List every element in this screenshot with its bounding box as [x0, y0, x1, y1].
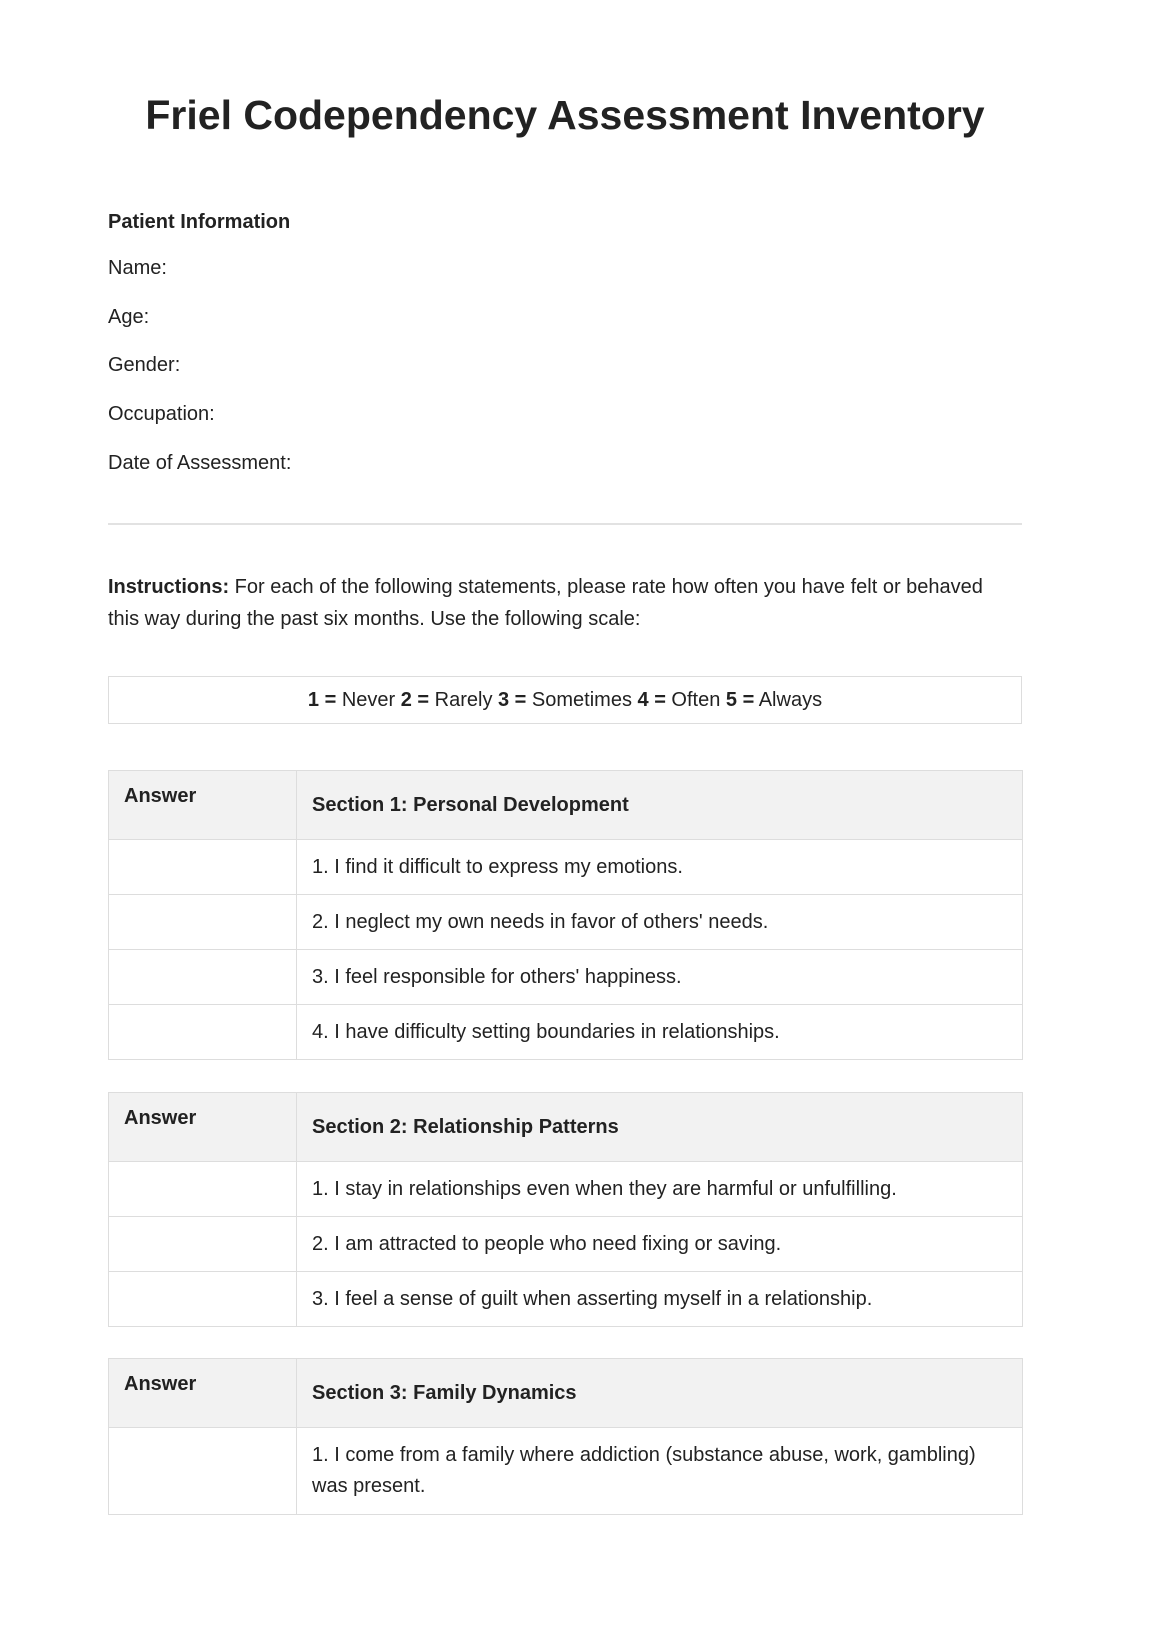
answer-cell[interactable] [109, 1428, 297, 1515]
scale-num: 5 = [725, 689, 755, 711]
section-title: Section 3: Family Dynamics [297, 1359, 1023, 1428]
instructions [108, 571, 1008, 635]
instructions-text: For each of the following statements, please rate how often you have felt or behaved this way during the past six months. Use the following scale: [108, 576, 983, 630]
scale-num: 2 = [400, 689, 430, 711]
field-name: Name: [108, 257, 167, 279]
table-row [109, 950, 1023, 1005]
answer-cell[interactable] [109, 950, 297, 1005]
answer-cell[interactable] [109, 1162, 297, 1217]
answer-header: Answer [109, 1093, 297, 1162]
scale-label: Always [754, 689, 823, 711]
answer-cell[interactable] [109, 1217, 297, 1272]
page-title: Friel Codependency Assessment Inventory [145, 92, 985, 138]
section-title: Section 1: Personal Development [297, 771, 1023, 840]
scale-label: Rarely [429, 689, 498, 711]
scale-label: Sometimes [526, 689, 638, 711]
table-row [109, 895, 1023, 950]
question: 4. I have difficulty setting boundaries in relationships. [297, 1005, 1023, 1060]
table-row [109, 1005, 1023, 1060]
question: 2. I am attracted to people who need fixing or saving. [297, 1217, 1023, 1272]
divider [108, 523, 1022, 525]
section-1-table [108, 770, 1023, 1060]
section-2-table [108, 1092, 1023, 1327]
question: 1. I find it difficult to express my emotions. [297, 840, 1023, 895]
answer-cell[interactable] [109, 1005, 297, 1060]
scale-num: 4 = [637, 689, 666, 711]
question: 1. I stay in relationships even when they are harmful or unfulfilling. [297, 1162, 1023, 1217]
section-title: Section 2: Relationship Patterns [297, 1093, 1023, 1162]
table-row [109, 1162, 1023, 1217]
field-occupation: Occupation: [108, 403, 215, 425]
rating-scale [108, 676, 1022, 724]
table-row [109, 1272, 1023, 1327]
scale-label: Never [336, 689, 401, 711]
table-row [109, 840, 1023, 895]
section-3-table [108, 1358, 1023, 1515]
patient-info-heading: Patient Information [108, 211, 291, 233]
field-age: Age: [108, 306, 150, 328]
answer-cell[interactable] [109, 1272, 297, 1327]
answer-cell[interactable] [109, 840, 297, 895]
answer-header: Answer [109, 771, 297, 840]
scale-num: 1 = [307, 689, 337, 711]
question: 2. I neglect my own needs in favor of others' needs. [297, 895, 1023, 950]
field-gender: Gender: [108, 354, 181, 376]
scale-num: 3 = [498, 689, 527, 711]
table-row [109, 1428, 1023, 1515]
scale-label: Often [665, 689, 726, 711]
answer-header: Answer [109, 1359, 297, 1428]
question: 1. I come from a family where addiction (substance abuse, work, gambling) was present. [297, 1428, 1023, 1515]
question: 3. I feel responsible for others' happiness. [297, 950, 1023, 1005]
answer-cell[interactable] [109, 895, 297, 950]
table-row [109, 1217, 1023, 1272]
question: 3. I feel a sense of guilt when asserting myself in a relationship. [297, 1272, 1023, 1327]
instructions-label: Instructions: [108, 576, 230, 598]
field-date: Date of Assessment: [108, 452, 292, 474]
